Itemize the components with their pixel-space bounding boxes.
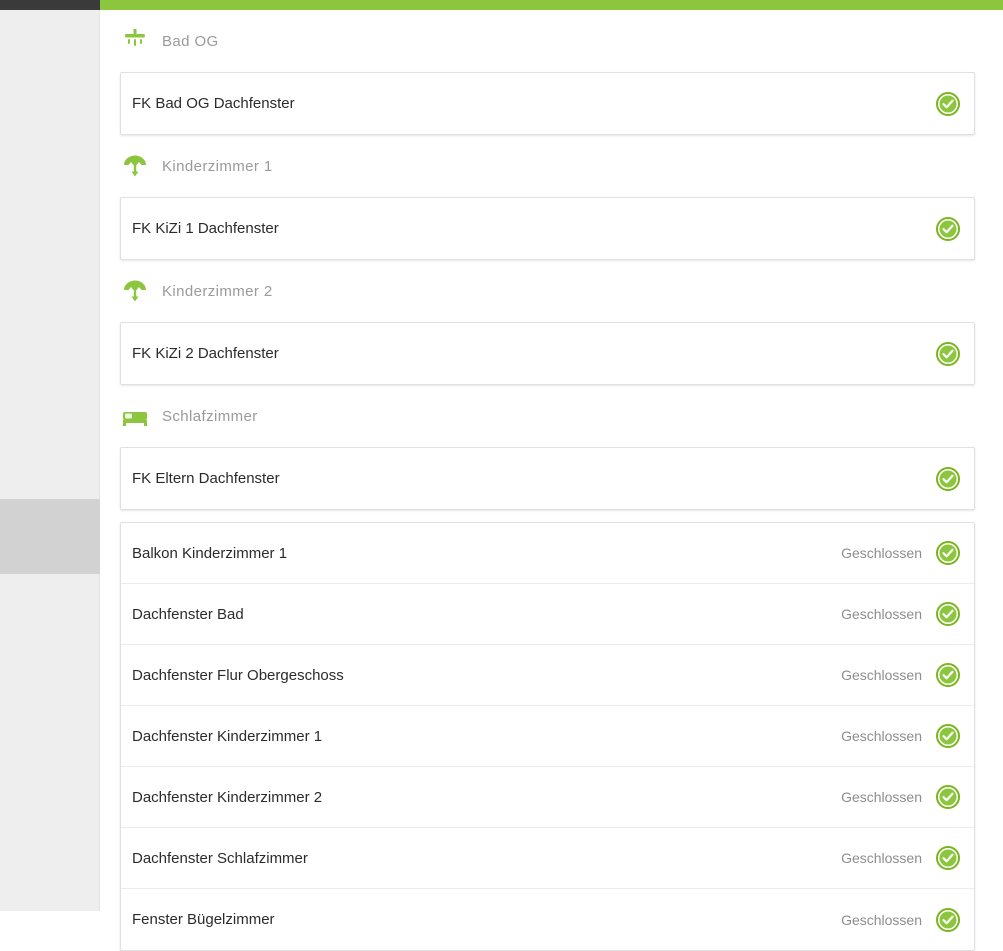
- check-circle-icon[interactable]: [936, 541, 960, 565]
- list-item[interactable]: [121, 828, 974, 889]
- card-schlafzimmer: [120, 447, 975, 510]
- list-item-title: FK Eltern Dachfenster: [132, 470, 280, 487]
- child-room-icon: [120, 278, 150, 304]
- list-item-title: Balkon Kinderzimmer 1: [132, 544, 288, 562]
- top-bar-left-segment: [0, 0, 100, 10]
- check-circle-icon[interactable]: [936, 724, 960, 748]
- list-item-title: FK KiZi 2 Dachfenster: [132, 345, 279, 362]
- list-item[interactable]: [121, 323, 974, 384]
- content-inner: [100, 10, 1003, 951]
- list-item-title: Dachfenster Kinderzimmer 1: [132, 727, 323, 745]
- check-circle-icon[interactable]: [936, 846, 960, 870]
- group-label: Schlafzimmer: [162, 407, 258, 425]
- card-bad-og: [120, 72, 975, 135]
- bed-icon: [120, 403, 150, 429]
- group-label: Bad OG: [162, 32, 219, 50]
- group-header-kinderzimmer-1: [100, 135, 1003, 197]
- list-item[interactable]: [121, 73, 974, 134]
- list-item[interactable]: [121, 523, 974, 584]
- check-circle-icon[interactable]: [936, 663, 960, 687]
- check-circle-icon[interactable]: [936, 785, 960, 809]
- child-room-icon: [120, 153, 150, 179]
- check-circle-icon[interactable]: [936, 92, 960, 116]
- group-header-schlafzimmer: [100, 385, 1003, 447]
- section-spacer: [100, 510, 1003, 522]
- check-circle-icon[interactable]: [936, 908, 960, 932]
- list-item-title: FK KiZi 1 Dachfenster: [132, 220, 279, 237]
- list-item-status: Geschlossen: [841, 789, 922, 805]
- list-item-status: Geschlossen: [841, 667, 922, 683]
- list-item-title: Fenster Bügelzimmer: [132, 911, 275, 928]
- shower-icon: [120, 28, 150, 54]
- list-item-status: Geschlossen: [841, 606, 922, 622]
- list-item-status: Geschlossen: [841, 850, 922, 866]
- list-item-status: Geschlossen: [841, 911, 922, 928]
- group-header-kinderzimmer-2: [100, 260, 1003, 322]
- sidebar[interactable]: [0, 10, 100, 911]
- list-item-status: Geschlossen: [841, 545, 922, 561]
- main-content: [100, 10, 1003, 928]
- list-item-title: FK Bad OG Dachfenster: [132, 95, 295, 112]
- list-item-title: Dachfenster Kinderzimmer 2: [132, 788, 323, 806]
- list-item[interactable]: [121, 584, 974, 645]
- check-circle-icon[interactable]: [936, 602, 960, 626]
- list-item[interactable]: [121, 767, 974, 828]
- sidebar-selected-indicator: [0, 499, 100, 574]
- check-circle-icon[interactable]: [936, 217, 960, 241]
- list-item-status: Geschlossen: [841, 728, 922, 744]
- list-item-title: Dachfenster Bad: [132, 605, 244, 623]
- list-item[interactable]: [121, 889, 974, 950]
- list-item-title: Dachfenster Flur Obergeschoss: [132, 666, 344, 684]
- card-window-list: [120, 522, 975, 951]
- card-kinderzimmer-1: [120, 197, 975, 260]
- check-circle-icon[interactable]: [936, 342, 960, 366]
- card-kinderzimmer-2: [120, 322, 975, 385]
- list-item-title: Dachfenster Schlafzimmer: [132, 849, 308, 867]
- list-item[interactable]: [121, 198, 974, 259]
- top-accent-bar: [0, 0, 1003, 10]
- list-item[interactable]: [121, 645, 974, 706]
- group-header-bad-og: [100, 10, 1003, 72]
- group-label: Kinderzimmer 2: [162, 282, 273, 300]
- list-item[interactable]: [121, 448, 974, 509]
- check-circle-icon[interactable]: [936, 467, 960, 491]
- list-item[interactable]: [121, 706, 974, 767]
- group-label: Kinderzimmer 1: [162, 157, 273, 175]
